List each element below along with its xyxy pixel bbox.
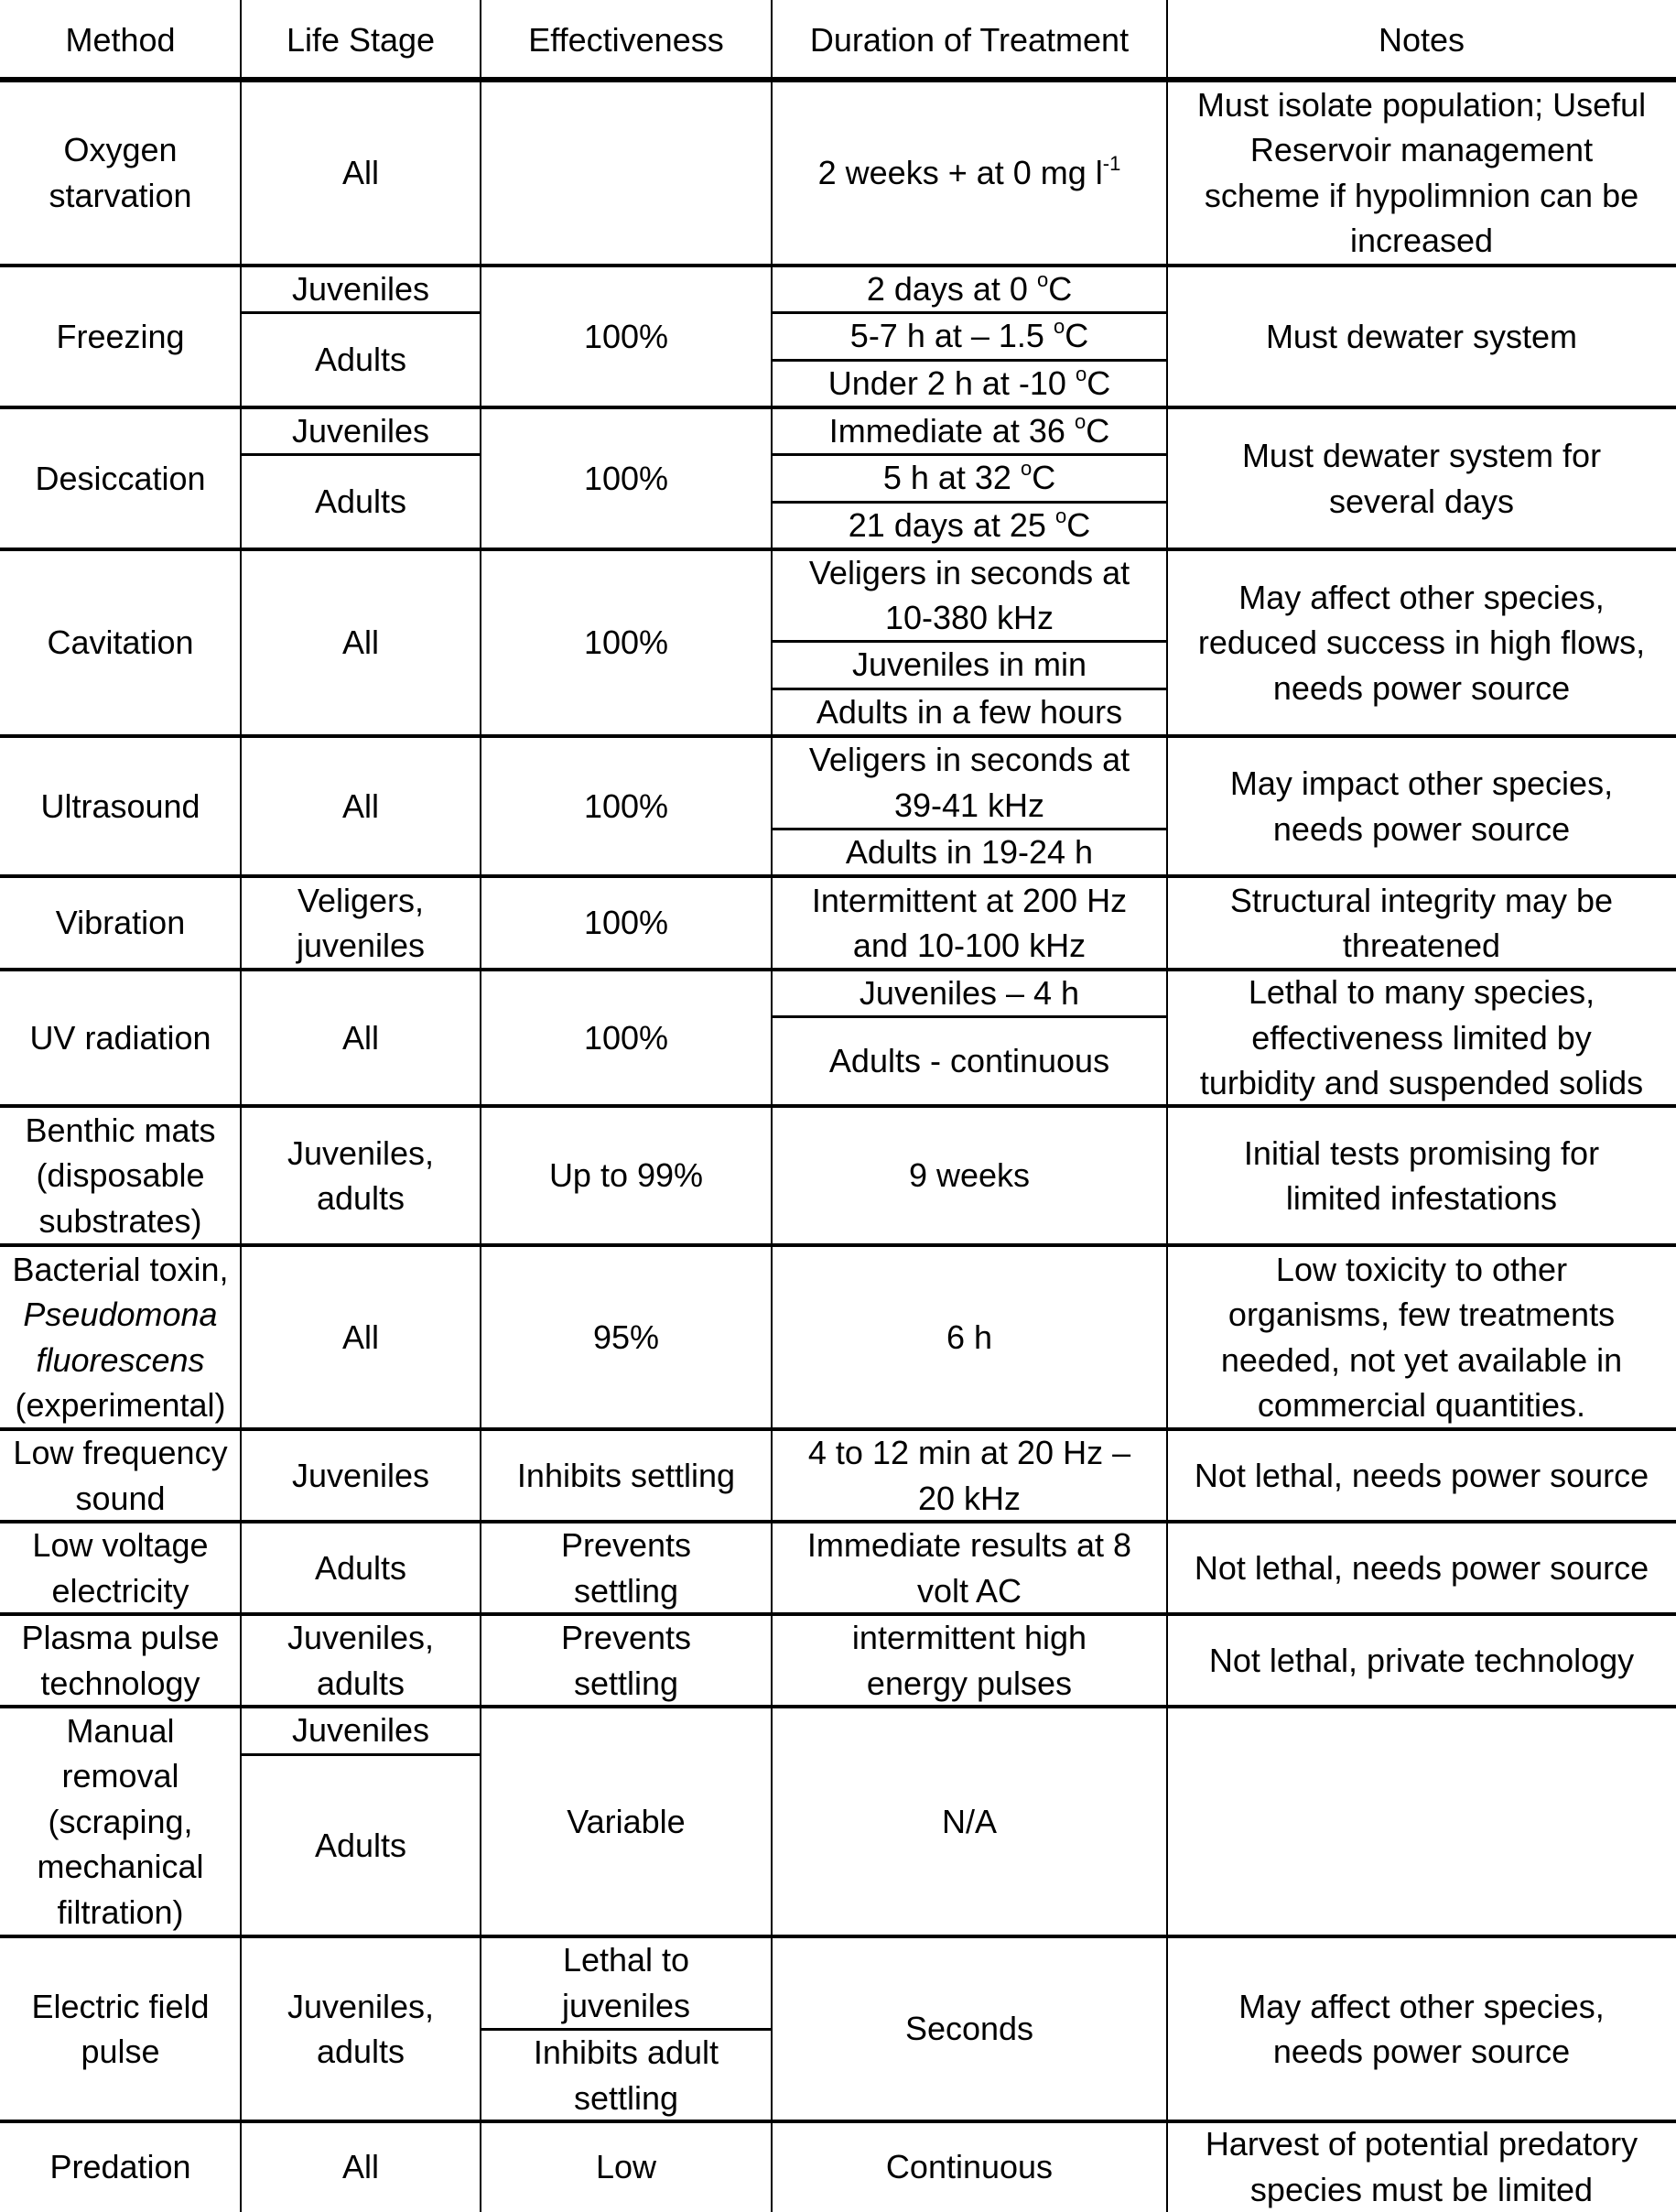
- cell-line: removal: [61, 1757, 179, 1795]
- cell-line: Adults: [314, 1548, 407, 1587]
- cell-line: limited infestations: [1285, 1179, 1558, 1217]
- cell-duration: [772, 2121, 1167, 2212]
- cell-duration: [772, 1245, 1167, 1429]
- cell-method: [0, 549, 241, 736]
- cell-line: Veligers,: [297, 881, 425, 919]
- cell-line: [829, 408, 1109, 454]
- cell-line: Adults in 19-24 h: [845, 833, 1094, 872]
- cell-line: (experimental): [15, 1386, 226, 1424]
- cell-line: 39-41 kHz: [893, 786, 1045, 824]
- cell-text: 2 days at 0: [866, 269, 1037, 308]
- row-divider: [772, 453, 1167, 456]
- cell-line: Variable: [567, 1802, 686, 1840]
- cell-line: May impact other species,: [1229, 764, 1614, 802]
- cell-line: 100%: [583, 317, 669, 355]
- cell-life-stage: [241, 1707, 481, 1754]
- cell-line: Oxygen: [63, 131, 178, 168]
- cell-life-stage: [241, 1245, 481, 1429]
- cell-line: settling: [573, 1571, 679, 1610]
- cell-notes: [1167, 266, 1676, 407]
- cell-line: 20 kHz: [917, 1479, 1022, 1517]
- cell-line: Juveniles in min: [851, 645, 1087, 684]
- cell-notes: [1167, 876, 1676, 970]
- cell-line: Immediate results at 8: [806, 1526, 1132, 1564]
- cell-line: Juveniles – 4 h: [859, 973, 1080, 1012]
- cell-effectiveness: [481, 970, 772, 1106]
- cell-line: Inhibits adult: [533, 2033, 719, 2071]
- cell-line: Duration of Treatment: [809, 20, 1130, 59]
- cell-line: Must dewater system for: [1241, 437, 1602, 474]
- cell-line: needs power source: [1272, 668, 1571, 707]
- cell-line: Life Stage: [286, 20, 436, 59]
- cell-effectiveness: [481, 407, 772, 549]
- cell-line: Juveniles,: [287, 1133, 435, 1172]
- row-divider: [0, 1935, 1676, 1938]
- cell-line: Seconds: [904, 2010, 1034, 2048]
- cell-line: Vibration: [55, 904, 186, 942]
- cell-line: turbidity and suspended solids: [1199, 1064, 1644, 1102]
- cell-duration: [772, 689, 1167, 736]
- cell-line: Ultrasound: [40, 786, 200, 825]
- cell-text: 2 weeks + at 0 mg l: [817, 153, 1103, 191]
- cell-duration: [772, 549, 1167, 641]
- cell-line: threatened: [1342, 927, 1501, 964]
- cell-line: 95%: [592, 1317, 660, 1356]
- header-notes: [1167, 0, 1676, 80]
- cell-life-stage: [241, 1522, 481, 1614]
- cell-line: Adults in a few hours: [816, 693, 1123, 732]
- cell-line: Method: [65, 20, 176, 59]
- header-effectiveness: [481, 0, 772, 80]
- cell-notes: [1167, 80, 1676, 266]
- cell-line: All: [341, 1018, 379, 1057]
- cell-duration: [772, 266, 1167, 312]
- cell-line: increased: [1349, 222, 1494, 259]
- cell-line: Prevents: [560, 1526, 692, 1564]
- cell-line: Intermittent at 200 Hz: [811, 881, 1128, 919]
- cell-life-stage: [241, 876, 481, 970]
- cell-line: Juveniles: [291, 269, 430, 308]
- cell-line: UV radiation: [29, 1018, 211, 1057]
- cell-text: fluorescens: [36, 1340, 205, 1379]
- cell-method: [0, 1614, 241, 1707]
- cell-life-stage: [241, 1106, 481, 1245]
- cell-effectiveness: [481, 1522, 772, 1614]
- cell-line: 100%: [583, 623, 669, 662]
- cell-line: species must be limited: [1249, 2170, 1594, 2208]
- cell-text: Under 2 h at -10: [827, 364, 1076, 403]
- cell-line: Adults - continuous: [828, 1042, 1110, 1080]
- cell-life-stage: [241, 1754, 481, 1936]
- cell-duration: [772, 1522, 1167, 1614]
- cell-line: Predation: [49, 2147, 191, 2185]
- cell-life-stage: [241, 454, 481, 549]
- cell-text-after: C: [1086, 411, 1110, 450]
- cell-method: [0, 80, 241, 266]
- cell-duration: [772, 1707, 1167, 1936]
- row-divider: [0, 874, 1676, 878]
- cell-line: Continuous: [885, 2147, 1054, 2185]
- cell-line: volt AC: [916, 1571, 1022, 1610]
- cell-line: Desiccation: [35, 459, 206, 497]
- cell-line: Adults: [314, 483, 407, 521]
- cell-text-after: C: [1066, 506, 1091, 545]
- cell-effectiveness: [481, 1707, 772, 1936]
- cell-method: [0, 970, 241, 1106]
- cell-notes: [1167, 970, 1676, 1106]
- row-divider: [241, 453, 481, 456]
- cell-text: Immediate at 36: [828, 411, 1075, 450]
- header-life-stage: [241, 0, 481, 80]
- cell-effectiveness: [481, 1106, 772, 1245]
- cell-duration: [772, 876, 1167, 970]
- cell-life-stage: [241, 970, 481, 1106]
- cell-life-stage: [241, 312, 481, 407]
- cell-line: settling: [573, 2078, 679, 2117]
- row-divider: [0, 548, 1676, 551]
- cell-line: Must isolate population; Useful: [1196, 85, 1647, 124]
- cell-duration: [772, 736, 1167, 829]
- row-divider: [0, 1705, 1676, 1708]
- column-divider: [1166, 0, 1168, 2212]
- cell-line: Not lethal, private technology: [1208, 1641, 1635, 1679]
- cell-line: Plasma pulse: [21, 1619, 220, 1656]
- header-method: [0, 0, 241, 80]
- cell-line: [36, 1338, 204, 1383]
- row-divider: [0, 1612, 1676, 1616]
- cell-text-after: C: [1087, 364, 1111, 403]
- cell-line: Cavitation: [47, 623, 194, 662]
- cell-line: Low voltage: [32, 1526, 209, 1564]
- superscript: o: [1054, 504, 1067, 528]
- row-divider: [241, 1753, 481, 1756]
- cell-line: Benthic mats: [25, 1111, 216, 1149]
- row-divider: [0, 2120, 1676, 2123]
- header-duration: [772, 0, 1167, 80]
- cell-line: 10-380 kHz: [884, 599, 1054, 636]
- cell-text: Pseudomona: [23, 1296, 218, 1333]
- cell-life-stage: [241, 2121, 481, 2212]
- cell-line: electricity: [51, 1571, 189, 1610]
- cell-notes: [1167, 1522, 1676, 1614]
- cell-line: Juveniles,: [287, 1619, 435, 1656]
- superscript: o: [1020, 457, 1033, 481]
- cell-notes: [1167, 407, 1676, 549]
- cell-method: [0, 266, 241, 407]
- cell-effectiveness: [481, 736, 772, 876]
- cell-effectiveness: [481, 876, 772, 970]
- row-divider: [481, 2028, 772, 2031]
- cell-line: mechanical: [37, 1848, 204, 1886]
- cell-effectiveness: [481, 1245, 772, 1429]
- cell-duration: [772, 1106, 1167, 1245]
- cell-life-stage: [241, 266, 481, 312]
- cell-text-after: C: [1065, 317, 1089, 355]
- cell-line: Juveniles: [291, 1456, 430, 1494]
- cell-effectiveness: [481, 266, 772, 407]
- cell-duration: [772, 829, 1167, 876]
- cell-line: All: [341, 2147, 379, 2185]
- cell-line: effectiveness limited by: [1251, 1018, 1592, 1057]
- row-divider: [772, 501, 1167, 504]
- cell-method: [0, 1936, 241, 2121]
- cell-line: organisms, few treatments: [1227, 1296, 1616, 1333]
- cell-line: [849, 503, 1090, 548]
- cell-effectiveness: [481, 1936, 772, 2029]
- cell-line: 9 weeks: [908, 1156, 1031, 1195]
- cell-line: Inhibits settling: [516, 1456, 736, 1494]
- cell-line: Reservoir management: [1249, 131, 1594, 168]
- cell-line: [23, 1292, 217, 1338]
- cell-notes: [1167, 1429, 1676, 1522]
- cell-text-after: C: [1032, 459, 1056, 497]
- cell-notes: [1167, 1936, 1676, 2121]
- cell-line: Structural integrity may be: [1229, 881, 1614, 919]
- cell-line: (disposable: [36, 1156, 205, 1195]
- cell-line: substrates): [38, 1201, 202, 1240]
- cell-life-stage: [241, 80, 481, 266]
- cell-method: [0, 1429, 241, 1522]
- cell-line: Low: [595, 2147, 657, 2185]
- row-divider: [0, 1243, 1676, 1247]
- cell-method: [0, 1245, 241, 1429]
- cell-line: 100%: [583, 904, 669, 942]
- cell-line: [828, 361, 1110, 407]
- cell-text: 21 days at 25: [848, 506, 1055, 545]
- cell-line: adults: [316, 1664, 405, 1702]
- cell-text: 5 h at 32: [882, 459, 1021, 497]
- cell-line: All: [341, 1317, 379, 1356]
- column-divider: [771, 0, 773, 2212]
- cell-line: Must dewater system: [1265, 317, 1578, 355]
- row-divider: [772, 311, 1167, 314]
- cell-life-stage: [241, 1936, 481, 2121]
- superscript: o: [1036, 267, 1049, 291]
- cell-duration: [772, 360, 1167, 407]
- superscript: o: [1053, 315, 1065, 339]
- cell-line: All: [341, 623, 379, 662]
- cell-line: Veligers in seconds at: [808, 553, 1130, 591]
- cell-duration: [772, 1614, 1167, 1707]
- cell-line: adults: [316, 1179, 405, 1217]
- cell-line: 100%: [583, 786, 669, 825]
- cell-duration: [772, 1429, 1167, 1522]
- superscript: o: [1075, 363, 1087, 386]
- cell-line: energy pulses: [866, 1664, 1073, 1702]
- cell-line: Not lethal, needs power source: [1194, 1456, 1649, 1494]
- cell-line: Prevents: [560, 1619, 692, 1656]
- cell-line: [867, 266, 1072, 312]
- cell-method: [0, 407, 241, 549]
- cell-notes: [1167, 1614, 1676, 1707]
- cell-line: Not lethal, needs power source: [1194, 1548, 1649, 1587]
- row-divider: [0, 968, 1676, 971]
- cell-duration: [772, 970, 1167, 1016]
- cell-line: scheme if hypolimnion can be: [1204, 176, 1639, 214]
- cell-notes: [1167, 736, 1676, 876]
- cell-line: reduced success in high flows,: [1197, 623, 1646, 662]
- cell-line: Juveniles: [291, 1711, 430, 1750]
- cell-duration: [772, 312, 1167, 360]
- cell-line: Manual: [66, 1711, 175, 1750]
- cell-line: commercial quantities.: [1257, 1386, 1586, 1424]
- cell-line: Notes: [1378, 20, 1465, 59]
- cell-line: Harvest of potential predatory: [1205, 2125, 1638, 2163]
- cell-line: filtration): [57, 1892, 184, 1931]
- cell-line: needs power source: [1272, 2033, 1571, 2070]
- cell-method: [0, 1106, 241, 1245]
- cell-notes: [1167, 2121, 1676, 2212]
- cell-effectiveness: [481, 1429, 772, 1522]
- row-divider: [772, 688, 1167, 690]
- cell-line: [818, 150, 1121, 196]
- cell-line: juveniles: [296, 927, 426, 964]
- cell-line: Up to 99%: [548, 1156, 704, 1195]
- row-divider: [0, 77, 1676, 82]
- cell-life-stage: [241, 407, 481, 454]
- cell-method: [0, 1707, 241, 1936]
- row-divider: [772, 640, 1167, 643]
- cell-life-stage: [241, 736, 481, 876]
- cell-method: [0, 1522, 241, 1614]
- cell-effectiveness: [481, 2121, 772, 2212]
- superscript: -1: [1102, 151, 1121, 175]
- cell-line: Bacterial toxin,: [12, 1250, 229, 1288]
- row-divider: [0, 1104, 1676, 1108]
- cell-line: Veligers in seconds at: [808, 741, 1130, 778]
- cell-line: May affect other species,: [1238, 1987, 1605, 2025]
- cell-line: Juveniles: [291, 411, 430, 450]
- row-divider: [0, 406, 1676, 409]
- cell-line: Lethal to many species,: [1248, 973, 1595, 1012]
- cell-notes: [1167, 1707, 1676, 1936]
- cell-line: intermittent high: [851, 1619, 1087, 1656]
- row-divider: [0, 1520, 1676, 1523]
- cell-notes: [1167, 549, 1676, 736]
- cell-line: juveniles: [561, 1986, 691, 2024]
- cell-line: settling: [573, 1664, 679, 1702]
- row-divider: [772, 359, 1167, 362]
- cell-duration: [772, 80, 1167, 266]
- cell-line: May affect other species,: [1238, 578, 1605, 616]
- cell-method: [0, 736, 241, 876]
- cell-line: needed, not yet available in: [1220, 1340, 1623, 1379]
- cell-line: All: [341, 153, 379, 191]
- column-divider: [480, 0, 481, 2212]
- cell-line: starvation: [49, 176, 192, 214]
- cell-line: sound: [75, 1479, 166, 1517]
- cell-text-after: C: [1048, 269, 1073, 308]
- cell-duration: [772, 1016, 1167, 1106]
- cell-duration: [772, 454, 1167, 502]
- row-divider: [0, 264, 1676, 267]
- cell-duration: [772, 502, 1167, 549]
- cell-line: All: [341, 786, 379, 825]
- cell-line: N/A: [941, 1802, 997, 1840]
- cell-method: [0, 2121, 241, 2212]
- cell-line: adults: [316, 2033, 405, 2070]
- cell-life-stage: [241, 1614, 481, 1707]
- cell-line: Low toxicity to other: [1275, 1250, 1568, 1288]
- column-divider: [240, 0, 242, 2212]
- cell-line: 4 to 12 min at 20 Hz –: [807, 1434, 1131, 1471]
- cell-line: needs power source: [1272, 809, 1571, 848]
- cell-line: Adults: [314, 341, 407, 379]
- cell-duration: [772, 1936, 1167, 2121]
- cell-line: Lethal to: [562, 1941, 690, 1979]
- cell-life-stage: [241, 549, 481, 736]
- cell-line: Effectiveness: [528, 20, 724, 59]
- cell-duration: [772, 641, 1167, 689]
- cell-line: [883, 455, 1055, 501]
- cell-effectiveness: [481, 80, 772, 266]
- cell-line: technology: [40, 1664, 200, 1702]
- row-divider: [0, 734, 1676, 738]
- cell-line: 6 h: [946, 1317, 993, 1356]
- cell-effectiveness: [481, 2029, 772, 2121]
- cell-line: Freezing: [56, 317, 185, 355]
- cell-line: Adults: [314, 1826, 407, 1864]
- row-divider: [241, 311, 481, 314]
- row-divider: [0, 1427, 1676, 1431]
- cell-line: Low frequency: [13, 1434, 228, 1471]
- row-divider: [772, 1015, 1167, 1018]
- row-divider: [772, 828, 1167, 830]
- cell-effectiveness: [481, 549, 772, 736]
- cell-duration: [772, 407, 1167, 454]
- cell-line: several days: [1328, 482, 1515, 520]
- cell-line: [850, 313, 1088, 359]
- cell-line: Juveniles,: [287, 1987, 435, 2025]
- cell-line: Initial tests promising for: [1243, 1133, 1600, 1172]
- cell-line: 100%: [583, 459, 669, 497]
- cell-line: (scraping,: [48, 1802, 193, 1840]
- cell-text: 5-7 h at – 1.5: [849, 317, 1054, 355]
- cell-line: pulse: [81, 2033, 160, 2070]
- cell-effectiveness: [481, 1614, 772, 1707]
- cell-line: 100%: [583, 1018, 669, 1057]
- superscript: o: [1074, 409, 1087, 433]
- cell-notes: [1167, 1245, 1676, 1429]
- cell-notes: [1167, 1106, 1676, 1245]
- cell-line: and 10-100 kHz: [852, 927, 1087, 964]
- cell-line: Electric field: [31, 1987, 210, 2025]
- cell-method: [0, 876, 241, 970]
- cell-life-stage: [241, 1429, 481, 1522]
